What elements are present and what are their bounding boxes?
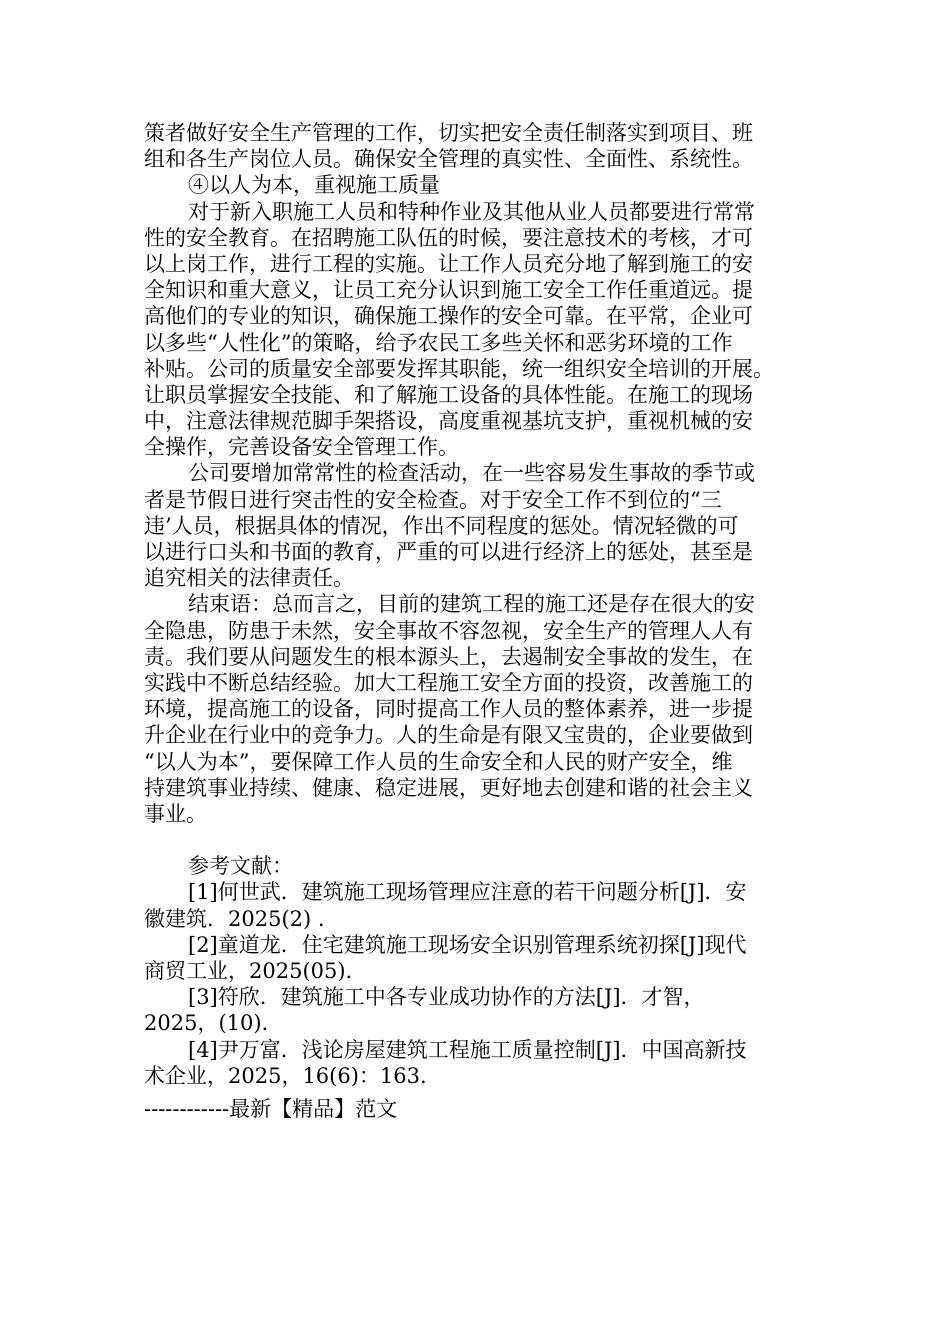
text-line: 以多些“人性化”的策略，给予农民工多些关怀和恶劣环境的工作: [144, 330, 733, 355]
reference-item: 徽建筑．2025(2) .: [144, 906, 325, 931]
text-line: 持建筑事业持续、健康、稳定进展，更好地去创建和谐的社会主义: [144, 775, 753, 800]
blank-line: [144, 827, 808, 853]
text-line: “以人为本”，要保障工作人员的生命安全和人民的财产安全，维: [144, 749, 733, 774]
text-line: 实践中不断总结经验。加大工程施工安全方面的投资，改善施工的: [144, 670, 753, 695]
text-line: 以进行口头和书面的教育，严重的可以进行经济上的惩处，甚至是: [144, 540, 753, 564]
text-line: 责。我们要从问题发生的根本源头上，去遏制安全事故的发生，在: [144, 644, 753, 669]
reference-item: 术企业，2025，16(6)：163.: [144, 1063, 427, 1088]
text-line: 补贴。公司的质量安全部要发挥其职能，统一组织安全培训的开展。: [144, 356, 774, 381]
reference-item: [4]尹万富．浅论房屋建筑工程施工质量控制[J]．中国高新技: [188, 1037, 747, 1062]
text-line: 以上岗工作，进行工程的实施。让工作人员充分地了解到施工的安: [144, 251, 753, 276]
text-line: 环境，提高施工的设备，同时提高工作人员的整体素养，进一步提: [144, 697, 753, 722]
section-heading: ④以人为本，重视施工质量: [188, 173, 440, 198]
text-line: 高他们的专业的知识，确保施工操作的安全可靠。在平常，企业可: [144, 304, 753, 329]
text-line: 全操作，完善设备安全管理工作。: [144, 435, 459, 460]
reference-item: [2]童道龙．住宅建筑施工现场安全识别管理系统初探[J]现代: [188, 932, 747, 957]
reference-item: 商贸工业，2025(05).: [144, 959, 353, 983]
document-body: [144, 120, 808, 1089]
reference-item: 2025，(10).: [144, 1011, 269, 1036]
text-line: 违’人员，根据具体的情况，作出不同程度的惩处。情况轻微的可: [144, 513, 739, 538]
references-heading: 参考文献：: [188, 854, 293, 879]
text-line: 对于新入职施工人员和特种作业及其他从业人员都要进行常常: [188, 199, 755, 224]
text-line: 事业。: [144, 801, 207, 826]
reference-item: [3]符欣．建筑施工中各专业成功协作的方法[J]．才智，: [188, 985, 705, 1010]
text-line: 者是节假日进行突击性的安全检查。对于安全工作不到位的“三: [144, 487, 722, 512]
text-line: 全隐患，防患于未然，安全事故不容忽视，安全生产的管理人人有: [144, 618, 753, 643]
text-line: 全知识和重大意义，让员工充分认识到施工安全工作任重道远。提: [144, 278, 753, 303]
text-line: 组和各生产岗位人员。确保安全管理的真实性、全面性、系统性。: [144, 147, 753, 172]
text-line: 让职员掌握安全技能、和了解施工设备的具体性能。在施工的现场: [144, 382, 753, 407]
text-line: 结束语：总而言之，目前的建筑工程的施工还是存在很大的安: [188, 592, 755, 617]
text-line: 中，注意法律规范脚手架搭设，高度重视基坑支护，重视机械的安: [144, 409, 753, 434]
text-line: 公司要增加常常性的检查活动，在一些容易发生事故的季节或: [188, 461, 755, 486]
text-line: 策者做好安全生产管理的工作，切实把安全责任制落实到项目、班: [144, 121, 753, 145]
text-line: 升企业在行业中的竞争力。人的生命是有限又宝贵的，企业要做到: [144, 723, 753, 748]
text-line: 性的安全教育。在招聘施工队伍的时候，要注意技术的考核，才可: [144, 225, 753, 250]
page-footer: ------------最新【精品】范文: [144, 1097, 398, 1121]
reference-item: [1]何世武．建筑施工现场管理应注意的若干问题分析[J]．安: [188, 880, 747, 905]
text-line: 追究相关的法律责任。: [144, 566, 354, 591]
